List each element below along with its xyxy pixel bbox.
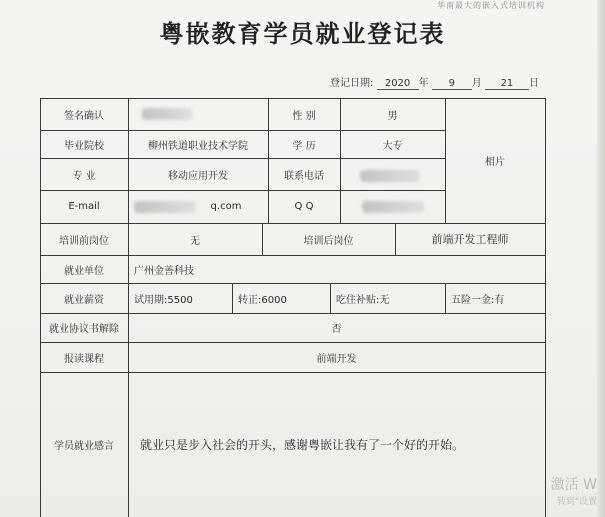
feedback-value: 就业只是步入社会的开头，感谢粤嵌让我有了一个好的开始。 xyxy=(140,438,465,452)
month-unit: 月 xyxy=(471,78,482,89)
salary-allowance: 吃住补贴:无 xyxy=(336,294,390,306)
registration-year: 2020 xyxy=(377,78,419,90)
signature-label: 签名确认 xyxy=(64,110,104,122)
day-unit: 日 xyxy=(528,78,539,89)
qq-label: Q Q xyxy=(294,201,314,212)
registration-month: 9 xyxy=(432,78,472,90)
table-border-right xyxy=(545,98,546,517)
course-value: 前端开发 xyxy=(316,353,357,365)
email-redacted xyxy=(134,201,196,213)
employer-label: 就业单位 xyxy=(64,265,104,277)
phone-redacted xyxy=(360,170,420,182)
major-value: 移动应用开发 xyxy=(168,170,228,182)
email-label: E-mail xyxy=(68,201,100,212)
contract-value: 否 xyxy=(331,324,342,335)
email-value: q.com xyxy=(210,201,242,212)
course-label: 报读课程 xyxy=(64,353,104,365)
employer-value: 广州金善科技 xyxy=(134,265,194,277)
education-value: 大专 xyxy=(382,140,403,152)
signature-redacted xyxy=(142,108,192,120)
gender-label: 性 别 xyxy=(292,110,316,122)
contract-label: 就业协议书解除 xyxy=(49,324,119,335)
form-title: 粤嵌教育学员就业登记表 xyxy=(159,19,446,48)
watermark-sub: 转到"设置 xyxy=(556,497,597,507)
year-unit: 年 xyxy=(418,78,429,89)
education-label: 学 历 xyxy=(292,140,316,152)
registration-date-label: 登记日期: xyxy=(330,78,374,89)
post-position-value: 前端开发工程师 xyxy=(431,233,509,246)
gender-value: 男 xyxy=(387,110,398,122)
school-value: 柳州铁道职业技术学院 xyxy=(148,140,248,152)
prev-position-value: 无 xyxy=(190,235,200,247)
activation-watermark xyxy=(551,474,597,507)
photo-placeholder: 相片 xyxy=(485,157,505,168)
org-note: 华南最大的嵌入式培训机构 xyxy=(437,1,545,10)
qq-redacted xyxy=(362,201,424,213)
phone-label: 联系电话 xyxy=(284,170,324,182)
major-label: 专 业 xyxy=(72,170,96,182)
salary-trial: 试用期:5500 xyxy=(134,294,193,306)
watermark-main: 激活 W xyxy=(550,477,597,493)
prev-position-label: 培训前岗位 xyxy=(59,235,109,247)
feedback-label: 学员就业感言 xyxy=(54,441,114,452)
salary-insurance: 五险一金:有 xyxy=(451,294,505,306)
salary-regular: 转正:6000 xyxy=(238,294,287,306)
post-position-label: 培训后岗位 xyxy=(303,235,354,247)
school-label: 毕业院校 xyxy=(64,140,104,152)
salary-label: 就业薪资 xyxy=(64,294,104,306)
registration-day: 21 xyxy=(485,78,529,90)
